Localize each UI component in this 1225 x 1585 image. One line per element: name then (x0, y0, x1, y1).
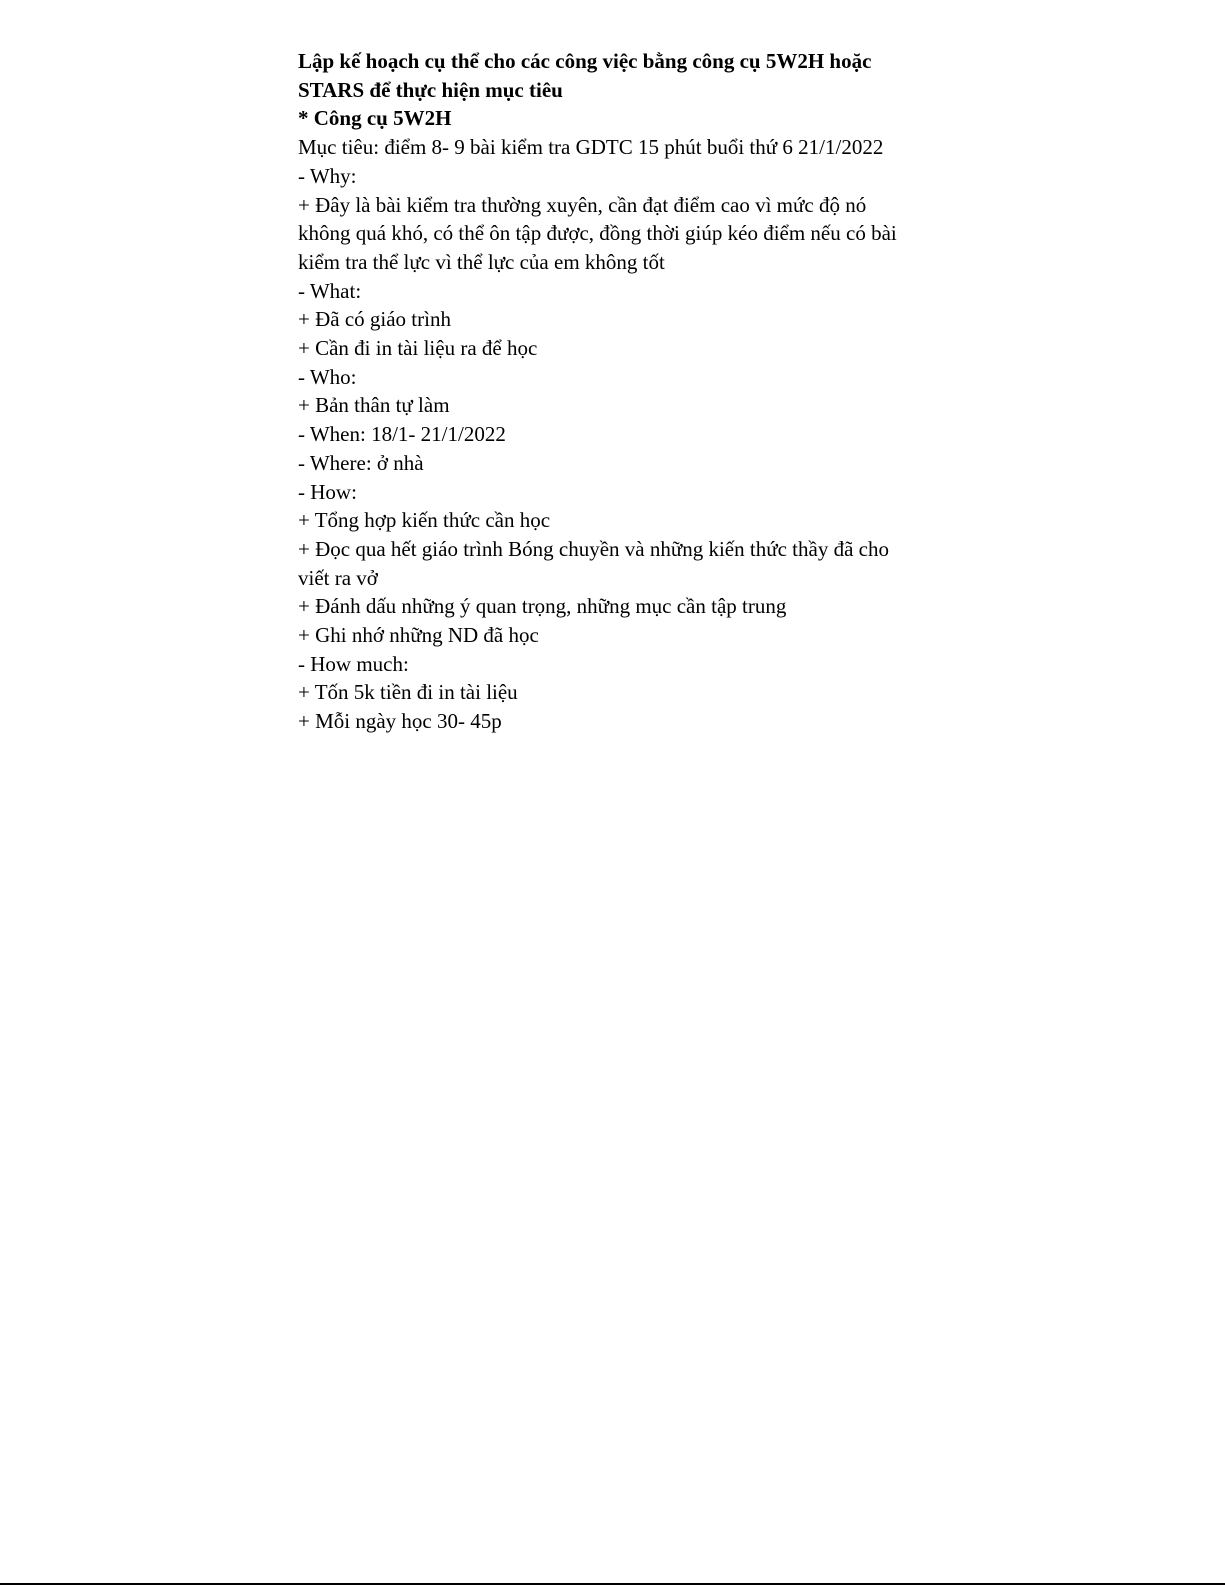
document-subheading: * Công cụ 5W2H (298, 106, 452, 131)
how-label: - How: (298, 479, 357, 504)
goal-line: Mục tiêu: điểm 8- 9 bài kiểm tra GDTC 15 phút buổi thứ 6 21/1/2022 (298, 135, 884, 160)
who-item-1: + Bản thân tự làm (298, 393, 450, 418)
why-text-line-1: + Đây là bài kiểm tra thường xuyên, cần đạt điểm cao vì mức độ nó (298, 192, 867, 217)
how-much-item-2: + Mỗi ngày học 30- 45p (298, 709, 502, 734)
when-line: - When: 18/1- 21/1/2022 (298, 422, 506, 447)
what-item-1: + Đã có giáo trình (298, 307, 451, 332)
how-item-2-line-1: + Đọc qua hết giáo trình Bóng chuyền và những kiến thức thầy đã cho (298, 536, 889, 561)
where-line: - Where: ở nhà (298, 450, 424, 475)
who-label: - Who: (298, 364, 357, 389)
how-item-3: + Đánh dấu những ý quan trọng, những mục cần tập trung (298, 594, 787, 619)
document-heading-line-1: Lập kế hoạch cụ thể cho các công việc bằng công cụ 5W2H hoặc (298, 49, 872, 73)
why-label: - Why: (298, 163, 357, 188)
how-much-label: - How much: (298, 651, 409, 676)
document-heading-line-2: STARS để thực hiện mục tiêu (298, 77, 563, 102)
what-item-2: + Cần đi in tài liệu ra để học (298, 336, 538, 361)
how-item-2-line-2: viết ra vở (298, 565, 378, 590)
how-item-4: + Ghi nhớ những ND đã học (298, 623, 539, 648)
how-item-1: + Tổng hợp kiến thức cần học (298, 508, 551, 533)
document-body (298, 47, 908, 736)
how-much-item-1: + Tốn 5k tiền đi in tài liệu (298, 680, 518, 705)
why-text-line-3: kiểm tra thể lực vì thể lực của em không tốt (298, 249, 665, 274)
what-label: - What: (298, 278, 362, 303)
why-text-line-2: không quá khó, có thể ôn tập được, đồng thời giúp kéo điểm nếu có bài (298, 221, 897, 246)
